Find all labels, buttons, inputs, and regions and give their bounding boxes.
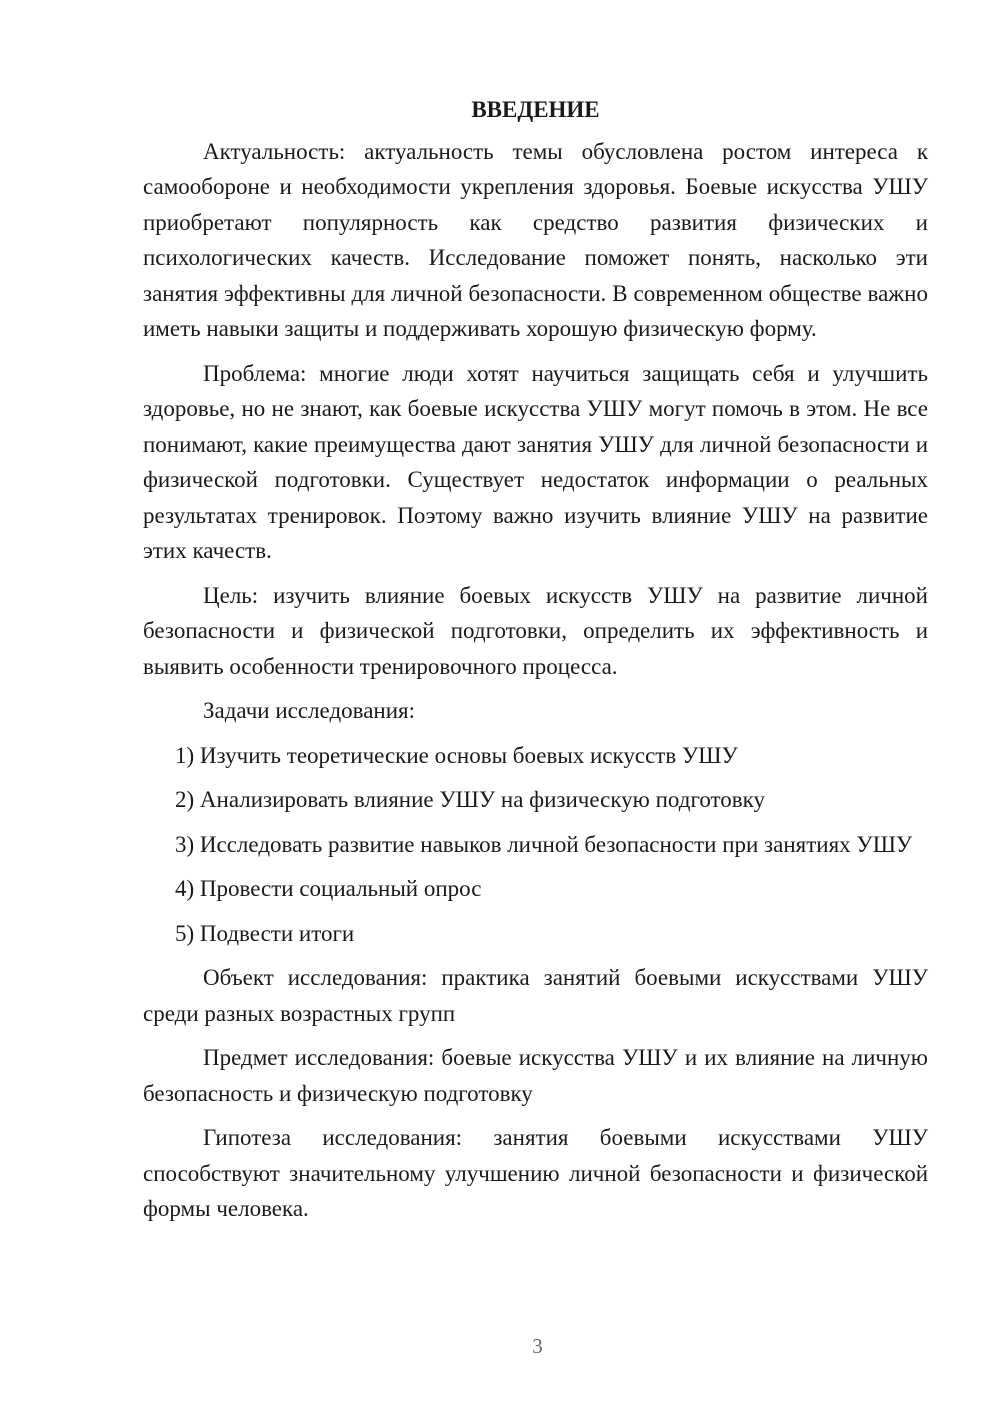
task-item-3: 3) Исследовать развитие навыков личной безопасности при занятиях УШУ [175, 831, 913, 857]
subject-paragraph: Предмет исследования: боевые искусства УШУ и их влияние на личную безопасность и физическую подготовку [143, 1045, 928, 1106]
problem-paragraph: Проблема: многие люди хотят научиться защищать себя и улучшить здоровье, но не знают, как боевые искусства УШУ могут помочь в этом. Не все понимают, какие преимущества дают занятия УШУ для личной безопасности и физической подготовки. Существует недостаток информации о реальных результатах тренировок. Поэтому важно изучить влияние УШУ на развитие этих качеств. [143, 360, 928, 563]
page-content [143, 92, 928, 1236]
relevance-paragraph: Актуальность: актуальность темы обусловлена ростом интереса к самообороне и необходимости укрепления здоровья. Боевые искусства УШУ приобретают популярность как средство развития физических и психологических качеств. Исследование поможет понять, насколько эти занятия эффективны для личной безопасности. В современном обществе важно иметь навыки защиты и поддерживать хорошую физическую форму. [143, 138, 928, 341]
tasks-heading: Задачи исследования: [203, 698, 416, 723]
task-item-2: 2) Анализировать влияние УШУ на физическую подготовку [175, 787, 765, 812]
section-heading: ВВЕДЕНИЕ [471, 97, 600, 122]
task-item-1: 1) Изучить теоретические основы боевых искусств УШУ [175, 742, 738, 768]
object-paragraph: Объект исследования: практика занятий боевыми искусствами УШУ среди разных возрастных групп [143, 965, 928, 1026]
tasks-list [143, 738, 928, 952]
task-item-5: 5) Подвести итоги [175, 920, 355, 946]
page-number: 3 [532, 1334, 543, 1358]
task-item-4: 4) Провести социальный опрос [175, 876, 482, 901]
hypothesis-paragraph: Гипотеза исследования: занятия боевыми искусствами УШУ способствуют значительному улучшению личной безопасности и физической формы человека. [143, 1125, 928, 1221]
goal-paragraph: Цель: изучить влияние боевых искусств УШУ на развитие личной безопасности и физической подготовки, определить их эффективность и выявить особенности тренировочного процесса. [143, 582, 928, 679]
